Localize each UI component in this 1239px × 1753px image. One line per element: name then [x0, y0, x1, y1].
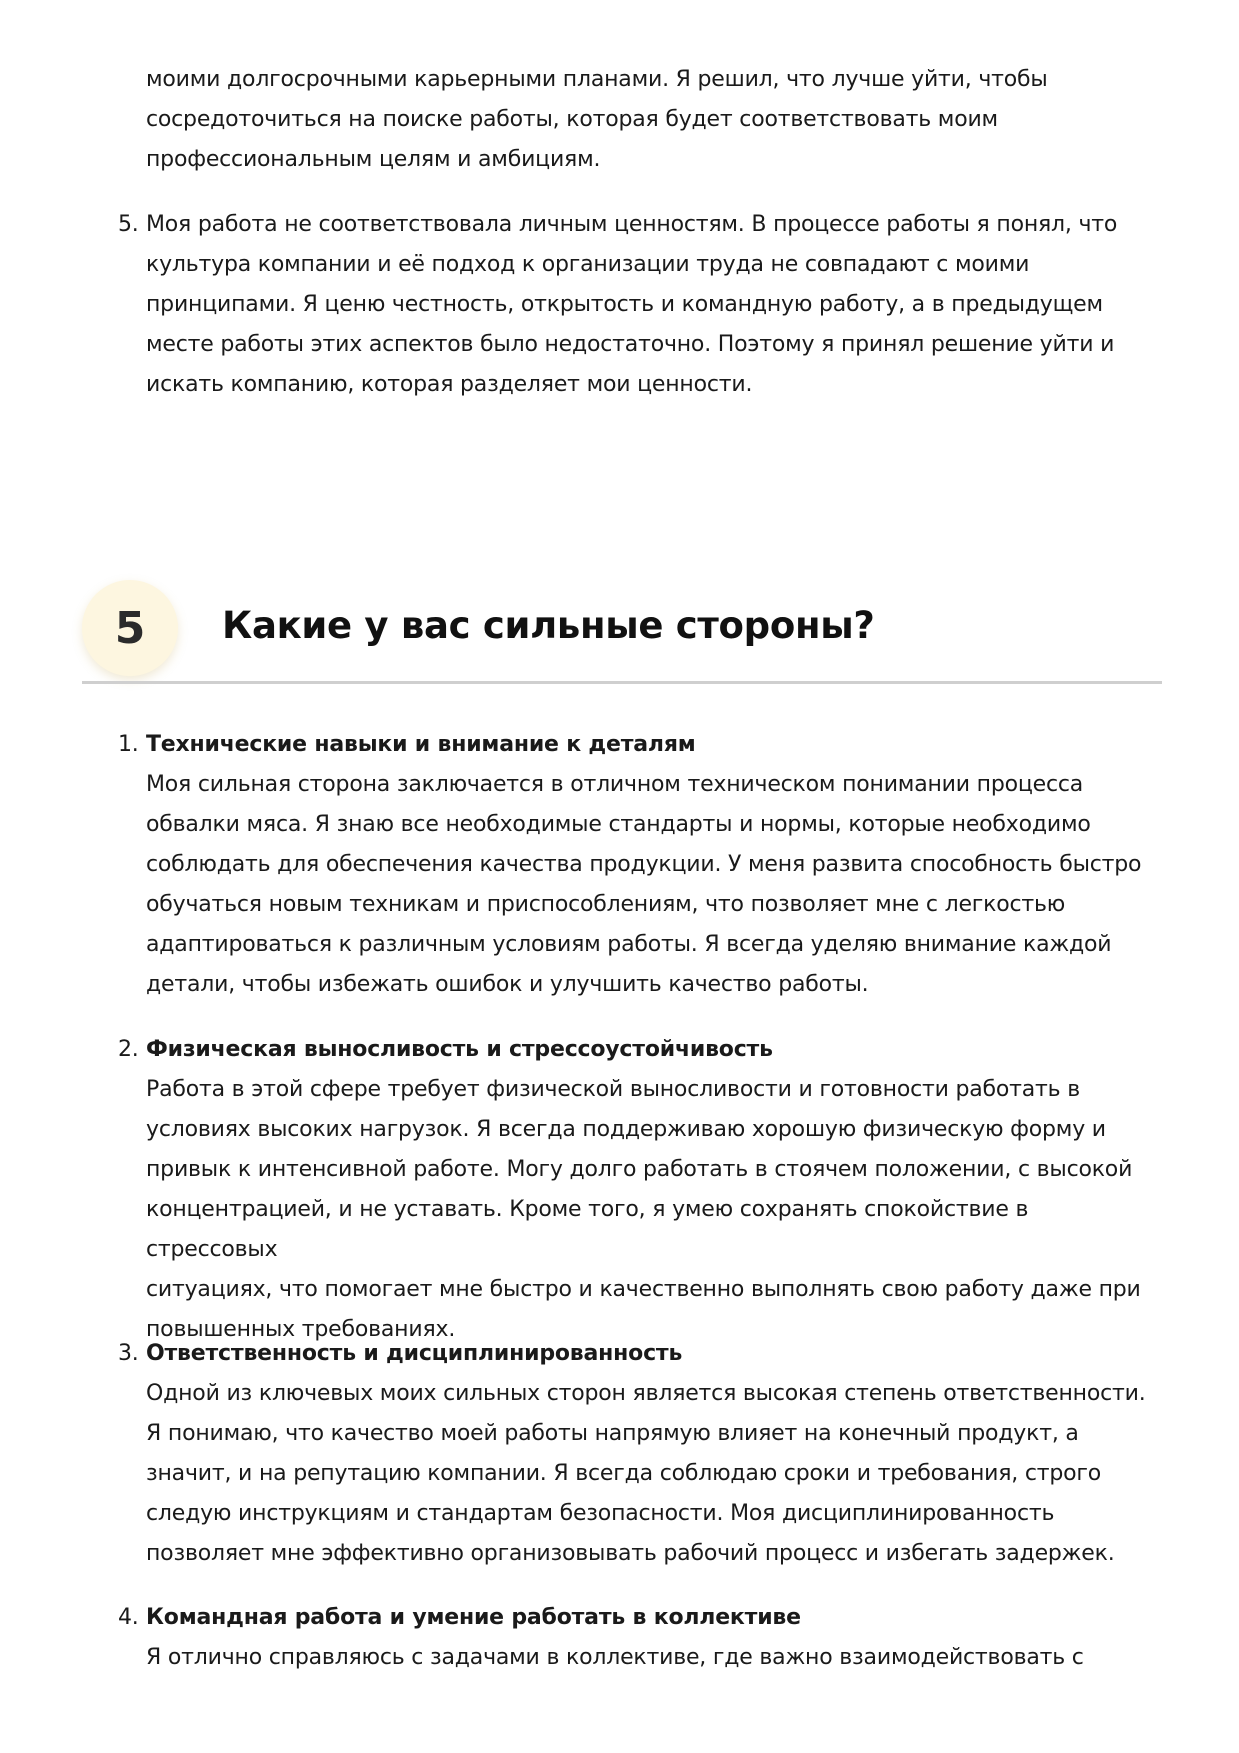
list-item-2: [118, 1030, 1166, 1350]
list-item-body: [146, 765, 1166, 1005]
text-line: условиях высоких нагрузок. Я всегда поддерживаю хорошую физическую форму и: [146, 1117, 1106, 1142]
section-header: [82, 578, 1162, 684]
text-line: Моя сильная сторона заключается в отличном техническом понимании процесса: [146, 772, 1084, 797]
list-number: 1.: [118, 732, 139, 757]
section-divider: [82, 681, 1162, 684]
list-item-previous-5: [118, 205, 1166, 405]
text-line: повышенных требованиях.: [146, 1317, 456, 1342]
list-item-body: [146, 1638, 1166, 1678]
list-item-3: [118, 1334, 1166, 1574]
text-line: привык к интенсивной работе. Могу долго работать в стоячем положении, с высокой: [146, 1157, 1133, 1182]
list-item-4: [118, 1598, 1166, 1678]
text-line: соблюдать для обеспечения качества продукции. У меня развита способность быстро: [146, 852, 1142, 877]
list-item-title: Командная работа и умение работать в коллективе: [146, 1605, 801, 1630]
text-line: культура компании и её подход к организации труда не совпадают с моими: [146, 252, 1030, 277]
list-item-title: Технические навыки и внимание к деталям: [146, 732, 696, 757]
list-number: 4.: [118, 1605, 139, 1630]
text-line: сосредоточиться на поиске работы, которая будет соответствовать моим: [146, 107, 998, 132]
text-line: Я отлично справляюсь с задачами в коллективе, где важно взаимодействовать с: [146, 1645, 1084, 1670]
text-line: детали, чтобы избежать ошибок и улучшить качество работы.: [146, 972, 869, 997]
text-line: обучаться новым техникам и приспособлениям, что позволяет мне с легкостью: [146, 892, 1066, 917]
text-line: следую инструкциям и стандартам безопасности. Моя дисциплинированность: [146, 1501, 1055, 1526]
section-title: Какие у вас сильные стороны?: [222, 604, 875, 647]
text-line: месте работы этих аспектов было недостаточно. Поэтому я принял решение уйти и: [146, 332, 1115, 357]
text-line: Я понимаю, что качество моей работы напрямую влияет на конечный продукт, а: [146, 1421, 1079, 1446]
text-line: обвалки мяса. Я знаю все необходимые стандарты и нормы, которые необходимо: [146, 812, 1091, 837]
list-number: 5.: [118, 212, 139, 237]
text-line: принципами. Я ценю честность, открытость и командную работу, а в предыдущем: [146, 292, 1103, 317]
text-line: концентрацией, и не уставать. Кроме того, я умею сохранять спокойствие в стрессовых: [146, 1197, 1029, 1262]
list-item-body: [146, 1374, 1166, 1574]
text-line: Одной из ключевых моих сильных сторон является высокая степень ответственности.: [146, 1381, 1146, 1406]
list-item-body: [146, 1070, 1166, 1350]
list-number: 3.: [118, 1341, 139, 1366]
list-item-title: Физическая выносливость и стрессоустойчивость: [146, 1037, 773, 1062]
text-line: ситуациях, что помогает мне быстро и качественно выполнять свою работу даже при: [146, 1277, 1141, 1302]
text-line: Моя работа не соответствовала личным ценностям. В процессе работы я понял, что: [146, 212, 1118, 237]
text-line: профессиональным целям и амбициям.: [146, 147, 601, 172]
text-line: моими долгосрочными карьерными планами. Я решил, что лучше уйти, чтобы: [146, 67, 1048, 92]
text-line: значит, и на репутацию компании. Я всегда соблюдаю сроки и требования, строго: [146, 1461, 1102, 1486]
section-number-badge: 5: [82, 580, 178, 676]
list-item-1: [118, 725, 1166, 1005]
text-line: искать компанию, которая разделяет мои ценности.: [146, 372, 753, 397]
text-line: позволяет мне эффективно организовывать рабочий процесс и избегать задержек.: [146, 1541, 1115, 1566]
intro-paragraph: [146, 60, 1166, 180]
list-number: 2.: [118, 1037, 139, 1062]
text-line: Работа в этой сфере требует физической выносливости и готовности работать в: [146, 1077, 1080, 1102]
list-item-title: Ответственность и дисциплинированность: [146, 1341, 683, 1366]
text-line: адаптироваться к различным условиям работы. Я всегда уделяю внимание каждой: [146, 932, 1112, 957]
